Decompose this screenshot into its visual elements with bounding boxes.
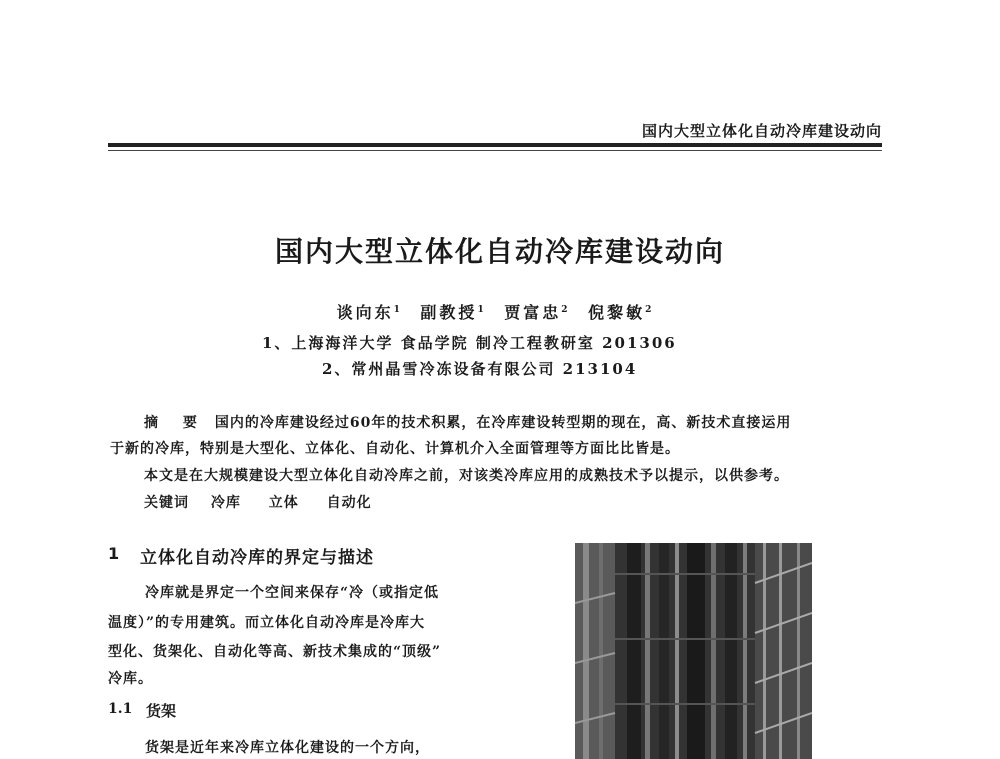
author-sup: 1 xyxy=(477,304,484,315)
abstract-text: 本文是在大规模建设大型立体化自动冷库之前，对该类冷库应用的成熟技术予以提示，以供参考。 xyxy=(144,468,789,484)
affiliation-1: 1、上海海洋大学 食品学院 制冷工程教研室 201306 xyxy=(262,334,677,352)
body-text: 温度）”的专用建筑。而立体化自动冷库是冷库大 xyxy=(108,615,426,631)
keyword: 自动化 xyxy=(326,495,372,511)
author-line xyxy=(200,300,800,323)
warehouse-rack-photo xyxy=(575,543,812,759)
keyword: 立体 xyxy=(268,495,299,511)
abstract-line xyxy=(144,412,791,432)
subsection-title: 货架 xyxy=(146,702,177,720)
keywords-line xyxy=(144,492,394,512)
running-header: 国内大型立体化自动冷库建设动向 xyxy=(641,122,882,140)
author-sup: 2 xyxy=(645,304,652,315)
section-title: 立体化自动冷库的界定与描述 xyxy=(140,548,374,568)
section-number: 1 xyxy=(108,544,120,563)
author-name: 贾富忠 xyxy=(504,303,562,322)
author-name: 谈向东 xyxy=(336,303,394,322)
rack-photo-graphic xyxy=(575,543,812,759)
body-text: 冷库。 xyxy=(108,671,153,687)
author-sup: 2 xyxy=(561,304,568,315)
abstract-text: 于新的冷库，特别是大型化、立体化、自动化、计算机介入全面管理等方面比比皆是。 xyxy=(110,441,680,457)
keywords-label: 关键词 xyxy=(144,495,189,511)
body-text: 货架是近年来冷库立体化建设的一个方向， xyxy=(145,740,430,756)
abstract-label: 摘 要 xyxy=(144,415,207,431)
body-text: 冷库就是界定一个空间来保存“冷（或指定低 xyxy=(145,585,440,601)
paper-title: 国内大型立体化自动冷库建设动向 xyxy=(274,235,725,268)
author-name: 倪黎敏 xyxy=(588,303,646,322)
abstract-text: 国内的冷库建设经过60年的技术积累，在冷库建设转型期的现在，高、新技术直接运用 xyxy=(214,415,792,431)
body-text: 型化、货架化、自动化等高、新技术集成的“顶级” xyxy=(108,644,442,660)
subsection-number: 1.1 xyxy=(108,701,133,717)
header-rule xyxy=(108,143,882,147)
affiliation-2: 2、常州晶雪冷冻设备有限公司 213104 xyxy=(322,360,638,378)
author-sup: 1 xyxy=(393,304,400,315)
author-name: 副教授 xyxy=(420,303,478,322)
keyword: 冷库 xyxy=(210,495,241,511)
header-rule-thin xyxy=(108,150,882,151)
